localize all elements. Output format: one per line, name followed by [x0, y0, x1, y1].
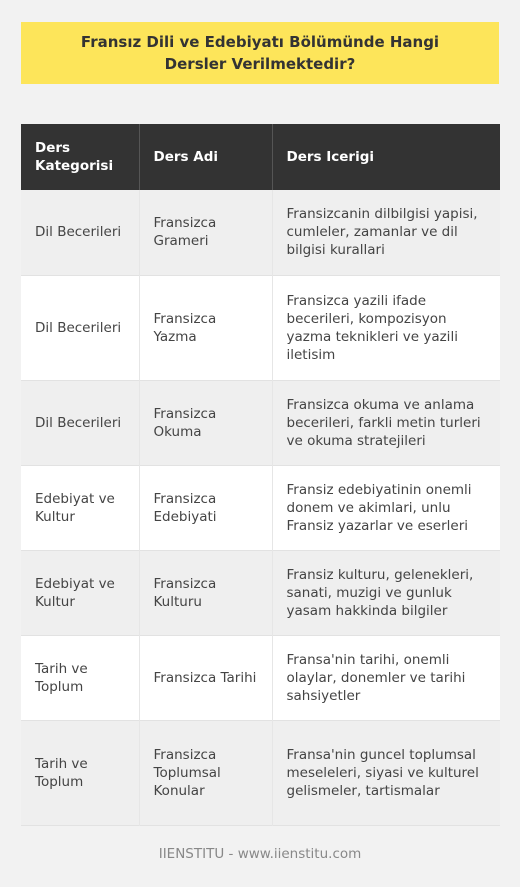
cell-course-name: Fransizca Okuma — [139, 380, 272, 465]
cell-course-content: Fransiz kulturu, gelenekleri, sanati, muzigi ve gunluk yasam hakkinda bilgiler — [286, 566, 474, 619]
cell-course-name: Fransizca Edebiyati — [139, 465, 272, 550]
cell-course-name: Fransizca Grameri — [139, 190, 272, 275]
table-row — [21, 275, 500, 380]
cell-course-name: Fransizca Yazma — [139, 275, 272, 380]
cell-course-content: Fransizca yazili ifade becerileri, kompozisyon yazma teknikleri ve yazili iletisim — [286, 292, 458, 363]
table-row — [21, 380, 500, 465]
cell-course-name: Fransizca Toplumsal Konular — [139, 720, 272, 825]
cell-course-content: Fransiz edebiyatinin onemli donem ve akimlari, unlu Fransiz yazarlar ve eserleri — [286, 481, 472, 534]
header-category: Ders Kategorisi — [21, 124, 139, 190]
cell-category: Dil Becerileri — [21, 190, 139, 275]
cell-category: Dil Becerileri — [21, 380, 139, 465]
table-row — [21, 190, 500, 275]
cell-category: Tarih ve Toplum — [21, 635, 139, 720]
courses-table — [21, 124, 500, 826]
cell-course-name: Fransizca Tarihi — [139, 635, 272, 720]
cell-category: Tarih ve Toplum — [21, 720, 139, 825]
table-row — [21, 550, 500, 635]
header-course-name: Ders Adi — [139, 124, 272, 190]
cell-course-name: Fransizca Kulturu — [139, 550, 272, 635]
table-row — [21, 635, 500, 720]
table-row — [21, 720, 500, 825]
cell-category: Dil Becerileri — [21, 275, 139, 380]
table-header-row — [21, 124, 500, 190]
cell-course-content: Fransa'nin guncel toplumsal meseleleri, siyasi ve kulturel gelismeler, tartismalar — [286, 746, 479, 799]
cell-category: Edebiyat ve Kultur — [21, 550, 139, 635]
page-title: Fransız Dili ve Edebiyatı Bölümünde Hangi Dersler Verilmektedir? — [80, 33, 440, 73]
footer-credit: IIENSTITU - www.iienstitu.com — [158, 846, 362, 862]
cell-course-content: Fransa'nin tarihi, onemli olaylar, donemler ve tarihi sahsiyetler — [286, 651, 466, 704]
title-banner — [21, 22, 499, 84]
cell-course-content: Fransizcanin dilbilgisi yapisi, cumleler, zamanlar ve dil bilgisi kurallari — [286, 206, 478, 259]
cell-category: Edebiyat ve Kultur — [21, 465, 139, 550]
table-row — [21, 465, 500, 550]
header-course-content: Ders Icerigi — [286, 149, 375, 165]
cell-course-content: Fransizca okuma ve anlama becerileri, farkli metin turleri ve okuma stratejileri — [286, 396, 481, 449]
